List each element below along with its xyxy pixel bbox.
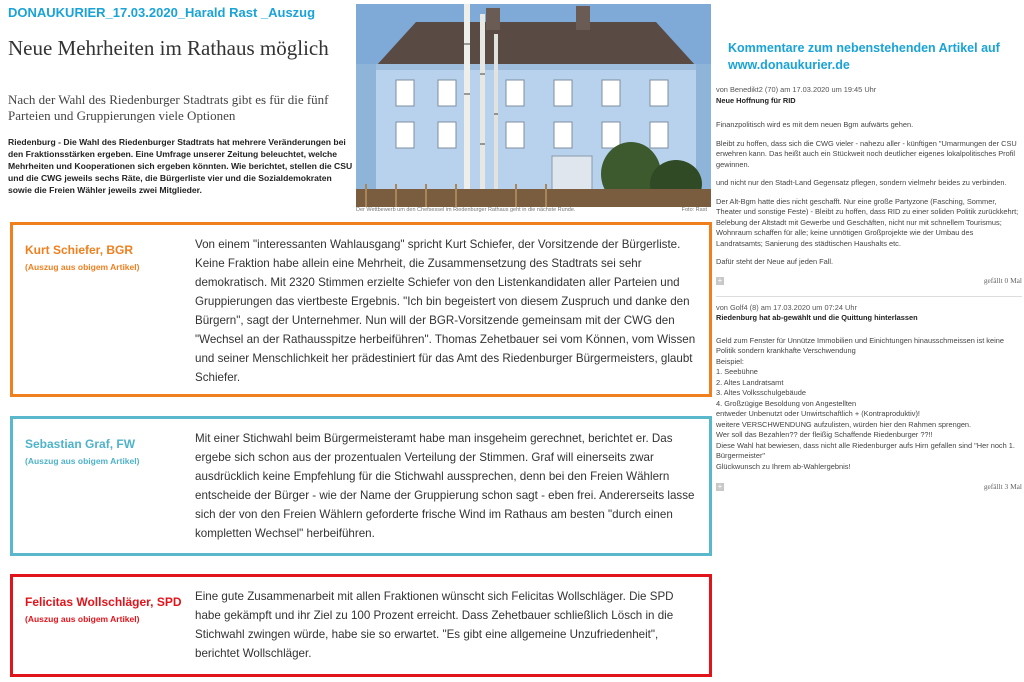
quote-author: Kurt Schiefer, BGR xyxy=(25,243,134,257)
comment-meta: von Benedikt2 (70) am 17.03.2020 um 19:45 Uhr xyxy=(716,85,877,94)
quote-author: Sebastian Graf, FW xyxy=(25,437,136,451)
comment-paragraph: Finanzpolitisch wird es mit dem neuen Bgm aufwärts gehen. xyxy=(716,120,914,129)
quote-box-wollschlaeger xyxy=(10,574,712,677)
quote-text: Von einem "interessanten Wahlausgang" spricht Kurt Schiefer, der Vorsitzende der Bürgerliste. Keine Fraktion habe allein eine Mehrheit, die Zusammensetzung des Stadtrats sei sehr demokratisch. Mit 2320 Stimmen erzielte Schiefer von den Listenkandidaten aller Parteien und Gruppierungen das viertbeste Ergebnis. "Ich bin begeistert von diesem Zuspruch und danke den Bürgern", sagt der Unternehmer. Nun will der BGR-Vorsitzende gemeinsam mit der CWG den "Wechsel an der Rathausspitze herbeiführen". Thomas Zehetbauer sei vom Können, vom Wissen und seiner Menschlichkeit her prädestiniert für das Amt des Riedenburger Bürgermeisters, glaubt Schiefer. xyxy=(195,238,696,384)
comment-line: 4. Großzügige Besoldung von Angestellten xyxy=(716,398,857,408)
comment-2 xyxy=(716,303,1022,495)
quote-source-hint: (Auszug aus obigem Artikel) xyxy=(25,614,140,624)
article-lead: Riedenburg - Die Wahl des Riedenburger Stadtrats hat mehrere Veränderungen bei den Fraktionsstärken ergeben. Eine Umfrage unserer Zeitung beleuchtet, welche Mehrheiten und Kooperationen sich ergeben könnten. Wie berichtet, stellen die CSU und die CWG jeweils sechs Räte, die Bürgerliste vier und die Sozialdemokraten sowie die Freien Wähler jeweils zwei Mitglieder. xyxy=(8,137,353,195)
comment-line: Wer soll das Bezahlen?? der fleißig Schaffende Riedenburger ??!! xyxy=(716,430,933,439)
expand-plus-icon[interactable]: + xyxy=(717,482,723,491)
comment-paragraph: und nicht nur den Stadt-Land Gegensatz pflegen, sondern vielmehr beides zu verbinden. xyxy=(716,178,1007,187)
photo-credit: Foto: Rast xyxy=(681,207,707,213)
quote-text: Mit einer Stichwahl beim Bürgermeisteramt habe man insgeheim gerechnet, berichtet er. Das ergebe sich schon aus der prozentualen Verteilung der Stimmen. Graf will einerseits zwar ausdrücklich keine Empfehlung für die Stichwahl aussprechen, denn bei den Freien Wählern entscheide der Bürger - wie der Name der Gruppierung schon sagt - eben frei. Andererseits lasse sich der von den Freien Wählern geforderte frische Wind im Rathaus am besten "durch einen kompletten Wechsel" herbeiführen. xyxy=(195,432,695,540)
source-label: DONAUKURIER_17.03.2020_Harald Rast _Auszug xyxy=(8,5,316,20)
quote-source-hint: (Auszug aus obigem Artikel) xyxy=(25,262,140,272)
comment-line: 2. Altes Landratsamt xyxy=(716,377,784,387)
comment-line: 3. Altes Volksschulgebäude xyxy=(716,388,806,397)
like-count: gefällt 0 Mal xyxy=(983,275,1022,285)
article-photo xyxy=(356,4,711,217)
comment-1 xyxy=(716,85,1022,288)
comments-heading-line1: Kommentare zum nebenstehenden Artikel auf xyxy=(728,41,1000,55)
comment-paragraph: Der Alt-Bgm hatte dies nicht geschafft. Nur eine große Partyzone (Fasching, Sommer, Theater und sonstige Feste) - Bleibt zu hoffen, dass RID zu einer soliden Politik zurückkehrt; Belebung der Altstadt mit Gewerbe und Geschäften, nicht nur mit schnellem Tourismus; Wohnraum schaffen für alle; keine unnötigen Großprojekte wie der Umbau des Landratsamts; Sanierung des städtischen Haushalts etc. xyxy=(716,196,1019,248)
expand-plus-icon[interactable]: + xyxy=(717,275,723,285)
comments-heading xyxy=(728,40,1018,74)
comment-line: weitere VERSCHWENDUNG aufzulisten, würden hier den Rahmen sprengen. xyxy=(716,419,972,429)
comment-meta: von Golf4 (8) am 17.03.2020 um 07:24 Uhr xyxy=(716,302,857,312)
comments-list xyxy=(716,85,1022,530)
quote-text: Eine gute Zusammenarbeit mit allen Fraktionen wünscht sich Felicitas Wollschläger. Die SPD habe gekämpft und ihr Ziel zu 100 Prozent erreicht. Dass Zehetbauer schließlich Lösch in die Stichwahl zwingen würde, habe sie so erwartet. "Es gibt eine allgemeine Unzufriedenheit", berichtet Wollschläger. xyxy=(195,590,674,660)
quote-author: Felicitas Wollschläger, SPD xyxy=(25,595,182,609)
comment-paragraph: Geld zum Fenster für Unnütze Immobilien und Einichtungen hinausschmeissen ist keine Politik sondern krankhafte Verschwendung xyxy=(716,335,1004,355)
comment-line: Diese Wahl hat bewiesen, dass nicht alle Riedenburger aufs Hirn gefallen sind "Her noch 1. Bürgermeister" xyxy=(716,440,1015,460)
article-subheadline: Nach der Wahl des Riedenburger Stadtrats gibt es für die fünf Parteien und Gruppierungen viele Optionen xyxy=(8,92,329,123)
article-headline: Neue Mehrheiten im Rathaus möglich xyxy=(8,36,329,60)
comment-paragraph: Bleibt zu hoffen, dass sich die CWG vieler - nahezu aller - künftigen "Umarmungen der CSU erwehren kann. Das heißt auch ein Stückweit noch deutlicher eigenes lokalpolitisches Profil gewinnen. xyxy=(716,138,1017,169)
comment-line: 1. Seebühne xyxy=(716,367,758,376)
comments-heading-line2: www.donaukurier.de xyxy=(728,58,850,72)
comment-title: Neue Hoffnung für RID xyxy=(716,95,796,105)
comment-line: Beispiel: xyxy=(716,356,744,366)
comment-title: Riedenburg hat ab-gewählt und die Quittung hinterlassen xyxy=(716,313,918,322)
photo-caption: Der Wettbewerb um den Chefsessel im Riedenburger Rathaus geht in die nächste Runde. xyxy=(356,207,576,213)
quote-box-graf xyxy=(10,416,712,556)
quote-source-hint: (Auszug aus obigem Artikel) xyxy=(25,456,140,466)
like-count: gefällt 3 Mal xyxy=(983,482,1022,491)
quote-box-schiefer xyxy=(10,222,712,397)
comment-paragraph: Dafür steht der Neue auf jeden Fall. xyxy=(716,257,834,266)
comment-line: entweder Unbenutzt oder Unwirtschaftlich + (Kontraproduktiv)! xyxy=(716,409,920,418)
comment-line: Glückwunsch zu Ihrem ab-Wahlergebnis! xyxy=(716,461,851,471)
